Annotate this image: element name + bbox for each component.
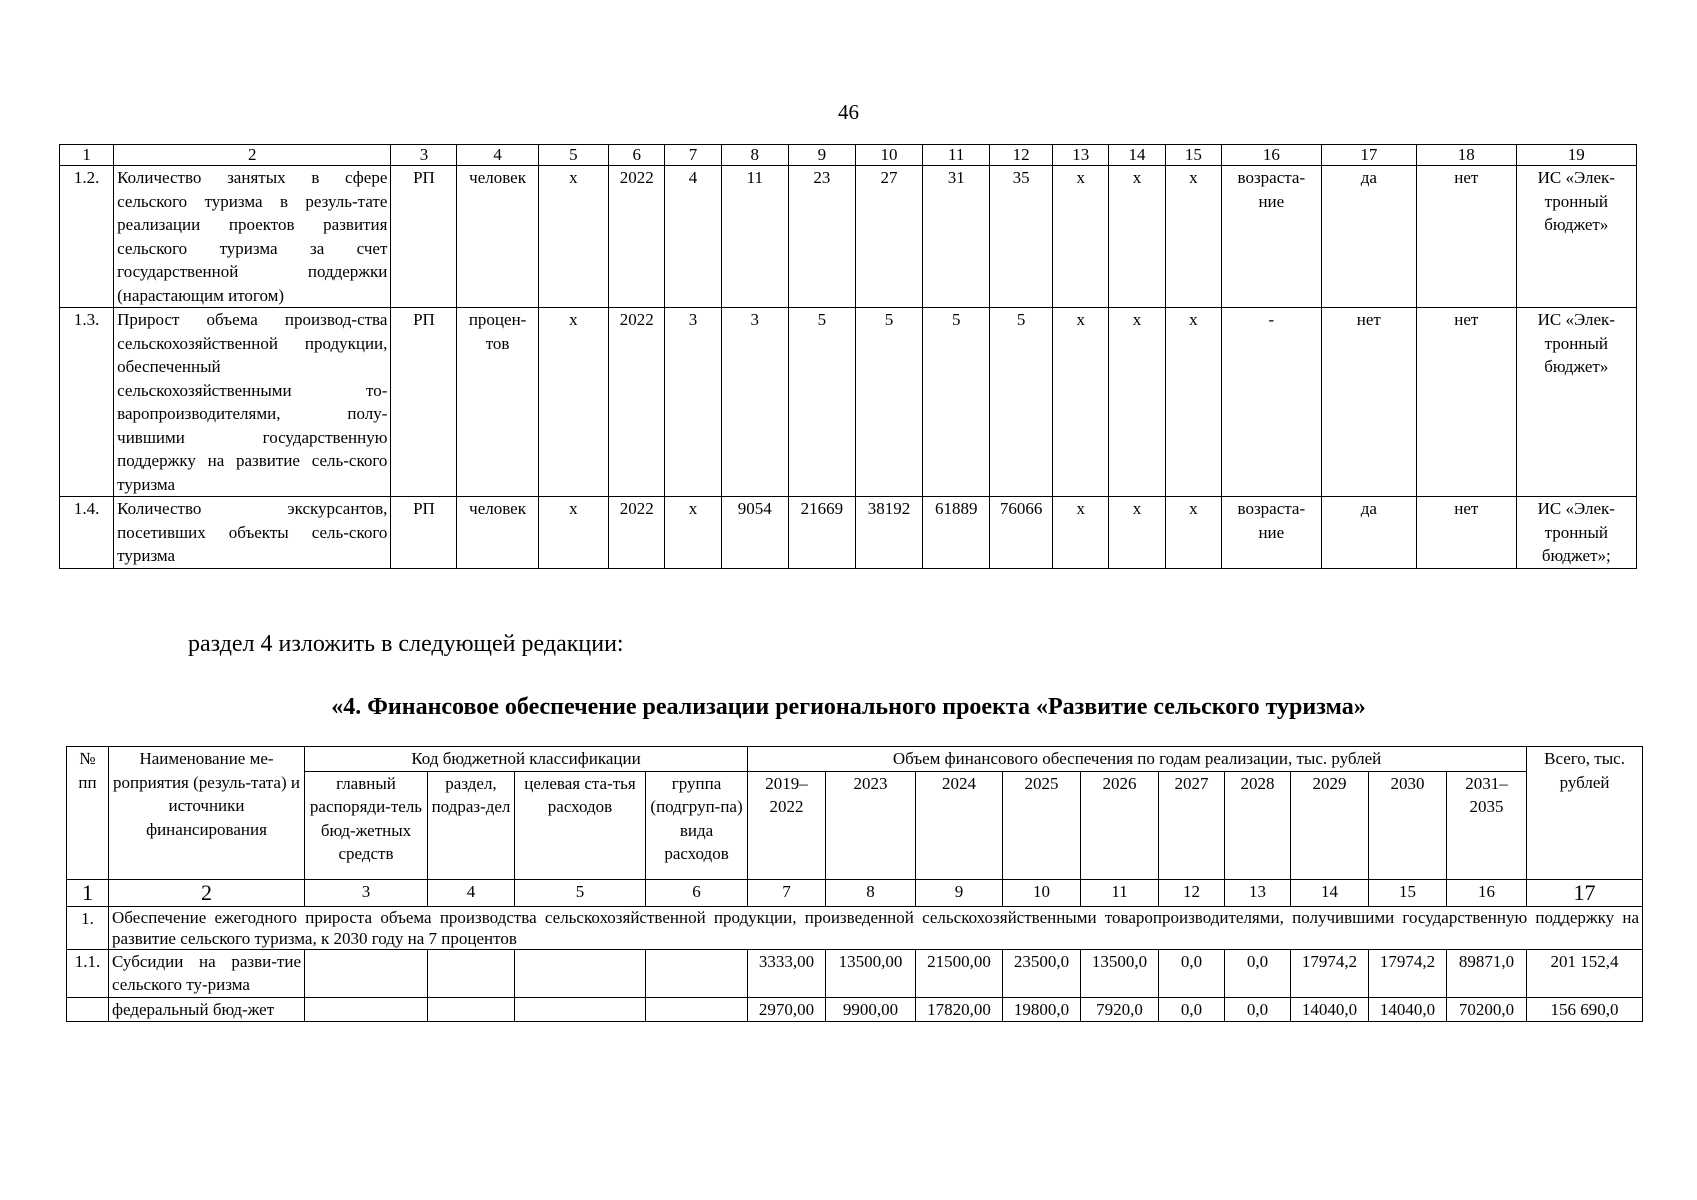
col-number: 11 xyxy=(923,145,990,166)
amount-cell: 0,0 xyxy=(1159,997,1225,1022)
value-cell: 31 xyxy=(923,166,990,308)
table-cell: х xyxy=(1165,308,1221,497)
header-year: 2025 xyxy=(1003,771,1081,879)
table-cell: нет xyxy=(1416,166,1516,308)
col-number: 14 xyxy=(1109,145,1165,166)
trend-cell: возраста-ние xyxy=(1222,497,1322,569)
col-number: 8 xyxy=(721,145,788,166)
indicators-header-row xyxy=(60,145,1637,166)
header-year: 2024 xyxy=(916,771,1003,879)
table-row xyxy=(60,497,1637,569)
table-cell: х xyxy=(1053,308,1109,497)
base-value: 3 xyxy=(665,308,721,497)
amount-cell: 0,0 xyxy=(1225,949,1291,997)
table-cell: х xyxy=(538,497,608,569)
col-number: 9 xyxy=(788,145,855,166)
goal-text: Обеспечение ежегодного прироста объема производства сельскохозяйственной продукции, произведенной сельскохозяйственными товаропроизводителями, получившими государственную поддержку на развитие сельского туризма, к 2030 году на 7 процентов xyxy=(109,906,1643,949)
header-year: 2026 xyxy=(1081,771,1159,879)
col-number: 16 xyxy=(1222,145,1322,166)
header-total: Всего, тыс. рублей xyxy=(1527,747,1643,880)
source-cell: ИС «Элек-тронный бюджет» xyxy=(1516,308,1636,497)
value-cell: 35 xyxy=(990,166,1053,308)
table-cell: х xyxy=(1165,166,1221,308)
col-number: 17 xyxy=(1527,879,1643,906)
table-cell: нет xyxy=(1416,497,1516,569)
indicator-unit: человек xyxy=(457,166,538,308)
kbk-cell xyxy=(305,949,428,997)
goal-number: 1. xyxy=(67,906,109,949)
trend-cell: возраста-ние xyxy=(1222,166,1322,308)
col-number: 5 xyxy=(538,145,608,166)
amount-cell: 14040,0 xyxy=(1291,997,1369,1022)
table-cell: х xyxy=(538,308,608,497)
row-number: 1.4. xyxy=(60,497,114,569)
value-cell: 23 xyxy=(788,166,855,308)
col-number: 9 xyxy=(916,879,1003,906)
kbk-cell xyxy=(305,997,428,1022)
kbk-cell xyxy=(428,949,515,997)
col-number: 13 xyxy=(1053,145,1109,166)
col-number: 6 xyxy=(609,145,665,166)
value-cell: 3 xyxy=(721,308,788,497)
col-number: 15 xyxy=(1369,879,1447,906)
row-number: 1.3. xyxy=(60,308,114,497)
section-title: «4. Финансовое обеспечение реализации регионального проекта «Развитие сельского туризма» xyxy=(331,694,1366,720)
intro-paragraph: раздел 4 изложить в следующей редакции: xyxy=(188,631,624,657)
table-cell: да xyxy=(1321,497,1416,569)
indicator-level: РП xyxy=(391,166,457,308)
kbk-cell xyxy=(515,997,646,1022)
value-cell: 9054 xyxy=(721,497,788,569)
col-number: 3 xyxy=(391,145,457,166)
col-number: 12 xyxy=(1159,879,1225,906)
header-year: 2019–2022 xyxy=(748,771,826,879)
table-cell: х xyxy=(1109,497,1165,569)
amount-cell: 19800,0 xyxy=(1003,997,1081,1022)
amount-cell: 0,0 xyxy=(1225,997,1291,1022)
col-number: 7 xyxy=(748,879,826,906)
amount-cell: 2970,00 xyxy=(748,997,826,1022)
kbk-cell xyxy=(646,997,748,1022)
col-number: 19 xyxy=(1516,145,1636,166)
amount-cell: 13500,00 xyxy=(826,949,916,997)
header-kbk: Код бюджетной классификации xyxy=(305,747,748,772)
base-year: 2022 xyxy=(609,166,665,308)
total-cell: 201 152,4 xyxy=(1527,949,1643,997)
table-cell: нет xyxy=(1416,308,1516,497)
amount-cell: 23500,0 xyxy=(1003,949,1081,997)
table-row xyxy=(67,949,1643,997)
row-number xyxy=(67,997,109,1022)
col-number: 6 xyxy=(646,879,748,906)
header-year: 2031–2035 xyxy=(1447,771,1527,879)
header-kbk-col: раздел, подраз-дел xyxy=(428,771,515,879)
header-volume: Объем финансового обеспечения по годам реализации, тыс. рублей xyxy=(748,747,1527,772)
table-cell: да xyxy=(1321,166,1416,308)
header-name: Наименование ме-роприятия (резуль-тата) и источники финансирования xyxy=(109,747,305,880)
amount-cell: 17974,2 xyxy=(1369,949,1447,997)
total-cell: 156 690,0 xyxy=(1527,997,1643,1022)
table-cell: х xyxy=(1109,166,1165,308)
header-year: 2023 xyxy=(826,771,916,879)
value-cell: 11 xyxy=(721,166,788,308)
amount-cell: 0,0 xyxy=(1159,949,1225,997)
amount-cell: 9900,00 xyxy=(826,997,916,1022)
table-cell: х xyxy=(1053,497,1109,569)
col-number: 10 xyxy=(855,145,922,166)
indicator-name: Прирост объема производ-ства сельскохозяйственной продукции, обеспеченный сельскохозяйственными то-варопроизводителями, полу-чившими государственную поддержку на развитие сель-ского туризма xyxy=(114,308,391,497)
base-year: 2022 xyxy=(609,497,665,569)
page-number: 46 xyxy=(838,100,859,124)
indicator-name: Количество экскурсантов, посетивших объекты сель-ского туризма xyxy=(114,497,391,569)
header-year: 2030 xyxy=(1369,771,1447,879)
kbk-cell xyxy=(428,997,515,1022)
indicator-name: Количество занятых в сфере сельского туризма в резуль-тате реализации проектов развития сельского туризма за счет государственной поддержки (нарастающим итогом) xyxy=(114,166,391,308)
amount-cell: 17974,2 xyxy=(1291,949,1369,997)
col-number: 2 xyxy=(109,879,305,906)
amount-cell: 17820,00 xyxy=(916,997,1003,1022)
header-kbk-col: группа (подгруп-па) вида расходов xyxy=(646,771,748,879)
row-number: 1.2. xyxy=(60,166,114,308)
base-value: 4 xyxy=(665,166,721,308)
value-cell: 61889 xyxy=(923,497,990,569)
col-number: 2 xyxy=(114,145,391,166)
base-value: х xyxy=(665,497,721,569)
col-number: 8 xyxy=(826,879,916,906)
col-number: 5 xyxy=(515,879,646,906)
col-number: 7 xyxy=(665,145,721,166)
col-number: 17 xyxy=(1321,145,1416,166)
header-year: 2028 xyxy=(1225,771,1291,879)
value-cell: 5 xyxy=(990,308,1053,497)
header-kbk-col: главный распоряди-тель бюд-жетных средств xyxy=(305,771,428,879)
base-year: 2022 xyxy=(609,308,665,497)
col-number: 14 xyxy=(1291,879,1369,906)
table-row xyxy=(60,166,1637,308)
col-number: 4 xyxy=(428,879,515,906)
table-cell: х xyxy=(1109,308,1165,497)
col-number: 12 xyxy=(990,145,1053,166)
value-cell: 21669 xyxy=(788,497,855,569)
value-cell: 5 xyxy=(923,308,990,497)
source-cell: ИС «Элек-тронный бюджет»; xyxy=(1516,497,1636,569)
col-number: 18 xyxy=(1416,145,1516,166)
value-cell: 27 xyxy=(855,166,922,308)
table-row xyxy=(67,997,1643,1022)
trend-cell: - xyxy=(1222,308,1322,497)
value-cell: 5 xyxy=(855,308,922,497)
financing-header-row xyxy=(67,747,1643,772)
header-year: 2029 xyxy=(1291,771,1369,879)
amount-cell: 21500,00 xyxy=(916,949,1003,997)
table-cell: х xyxy=(1165,497,1221,569)
table-cell: х xyxy=(1053,166,1109,308)
col-number: 13 xyxy=(1225,879,1291,906)
event-name: Субсидии на разви-тие сельского ту-ризма xyxy=(109,949,305,997)
col-number: 15 xyxy=(1165,145,1221,166)
amount-cell: 14040,0 xyxy=(1369,997,1447,1022)
col-number: 3 xyxy=(305,879,428,906)
col-number: 1 xyxy=(60,145,114,166)
indicator-level: РП xyxy=(391,308,457,497)
financing-col-numbers-row xyxy=(67,879,1643,906)
value-cell: 76066 xyxy=(990,497,1053,569)
table-cell: нет xyxy=(1321,308,1416,497)
table-cell: х xyxy=(538,166,608,308)
indicator-unit: человек xyxy=(457,497,538,569)
header-num: № пп xyxy=(67,747,109,880)
kbk-cell xyxy=(646,949,748,997)
indicators-table xyxy=(59,144,1637,569)
value-cell: 5 xyxy=(788,308,855,497)
amount-cell: 7920,0 xyxy=(1081,997,1159,1022)
event-name: федеральный бюд-жет xyxy=(109,997,305,1022)
goal-row xyxy=(67,906,1643,949)
indicator-unit: процен-тов xyxy=(457,308,538,497)
amount-cell: 3333,00 xyxy=(748,949,826,997)
value-cell: 38192 xyxy=(855,497,922,569)
kbk-cell xyxy=(515,949,646,997)
header-year: 2027 xyxy=(1159,771,1225,879)
amount-cell: 89871,0 xyxy=(1447,949,1527,997)
col-number: 4 xyxy=(457,145,538,166)
col-number: 11 xyxy=(1081,879,1159,906)
row-number: 1.1. xyxy=(67,949,109,997)
col-number: 10 xyxy=(1003,879,1081,906)
indicator-level: РП xyxy=(391,497,457,569)
col-number: 16 xyxy=(1447,879,1527,906)
financing-table xyxy=(66,746,1643,1022)
header-kbk-col: целевая ста-тья расходов xyxy=(515,771,646,879)
source-cell: ИС «Элек-тронный бюджет» xyxy=(1516,166,1636,308)
amount-cell: 70200,0 xyxy=(1447,997,1527,1022)
amount-cell: 13500,0 xyxy=(1081,949,1159,997)
col-number: 1 xyxy=(67,879,109,906)
table-row xyxy=(60,308,1637,497)
